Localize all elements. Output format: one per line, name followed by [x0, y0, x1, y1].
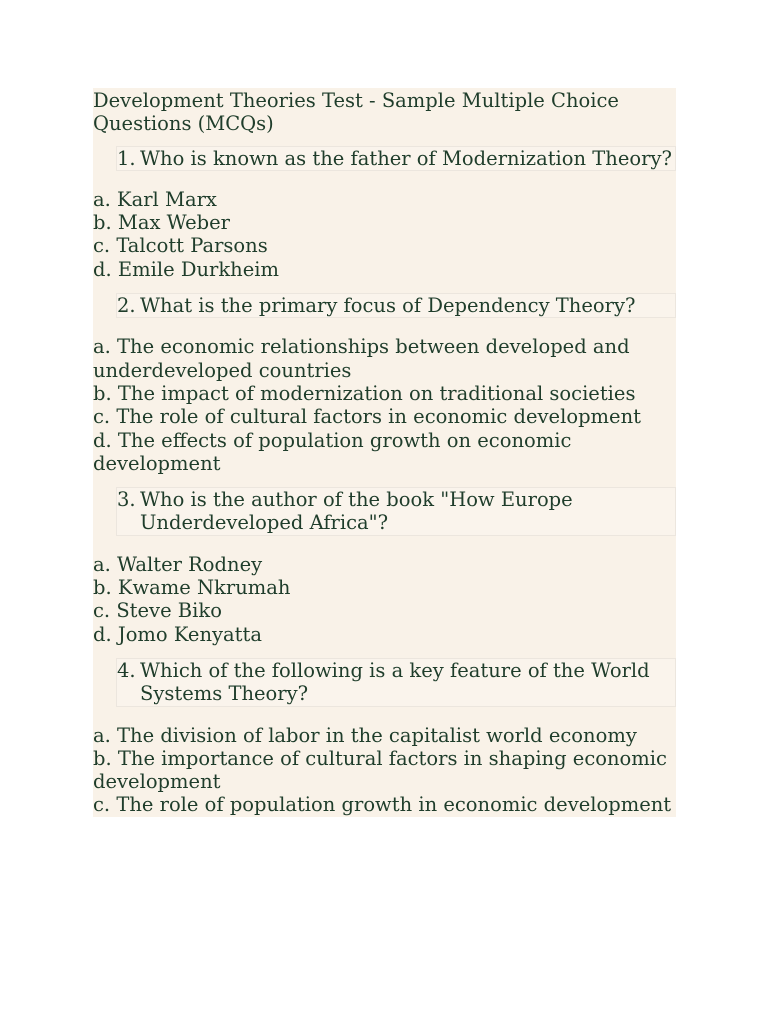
question-4-number: 4.: [117, 658, 136, 682]
question-3-options: [93, 541, 676, 653]
question-2: [116, 293, 676, 318]
document-title: Development Theories Test - Sample Multiple Choice Questions (MCQs): [93, 88, 676, 141]
question-1-option-d: d. Emile Durkheim: [93, 257, 279, 281]
question-3-option-b: b. Kwame Nkrumah: [93, 576, 291, 600]
question-1-number: 1.: [117, 146, 136, 170]
question-3-text: Who is the author of the book "How Europe Underdeveloped Africa"?: [140, 488, 573, 535]
question-2-option-d: d. The effects of population growth on economic development: [93, 428, 572, 475]
question-2-wrapper: [93, 288, 676, 323]
question-1-options: [93, 176, 676, 288]
question-4-option-c: c. The role of population growth in economic development: [93, 793, 672, 817]
document-body: [93, 88, 676, 817]
question-3: [116, 487, 676, 536]
question-1: [116, 146, 676, 171]
question-2-option-c: c. The role of cultural factors in economic development: [93, 405, 641, 429]
question-4-options: [93, 712, 676, 817]
question-4-wrapper: [93, 653, 676, 712]
question-3-wrapper: [93, 482, 676, 541]
question-1-option-c: c. Talcott Parsons: [93, 234, 268, 258]
question-3-option-d: d. Jomo Kenyatta: [93, 622, 262, 646]
question-4-text: Which of the following is a key feature of the World Systems Theory?: [140, 658, 650, 706]
question-4-option-b: b. The importance of cultural factors in shaping economic development: [93, 746, 667, 794]
question-2-text: What is the primary focus of Dependency Theory?: [140, 294, 636, 318]
question-3-option-a: a. Walter Rodney: [93, 552, 263, 576]
question-1-option-b: b. Max Weber: [93, 211, 231, 235]
question-2-option-b: b. The impact of modernization on traditional societies: [93, 381, 636, 405]
question-2-number: 2.: [117, 294, 136, 318]
question-3-option-c: c. Steve Biko: [93, 599, 222, 623]
question-4-option-a: a. The division of labor in the capitalist world economy: [93, 723, 637, 747]
question-1-text: Who is known as the father of Modernization Theory?: [140, 146, 672, 170]
question-3-number: 3.: [117, 488, 136, 512]
question-2-options: [93, 323, 676, 482]
question-1-wrapper: [93, 141, 676, 176]
question-1-option-a: a. Karl Marx: [93, 187, 217, 211]
question-2-option-a: a. The economic relationships between developed and underdeveloped countries: [93, 335, 630, 382]
question-4: [116, 658, 676, 707]
